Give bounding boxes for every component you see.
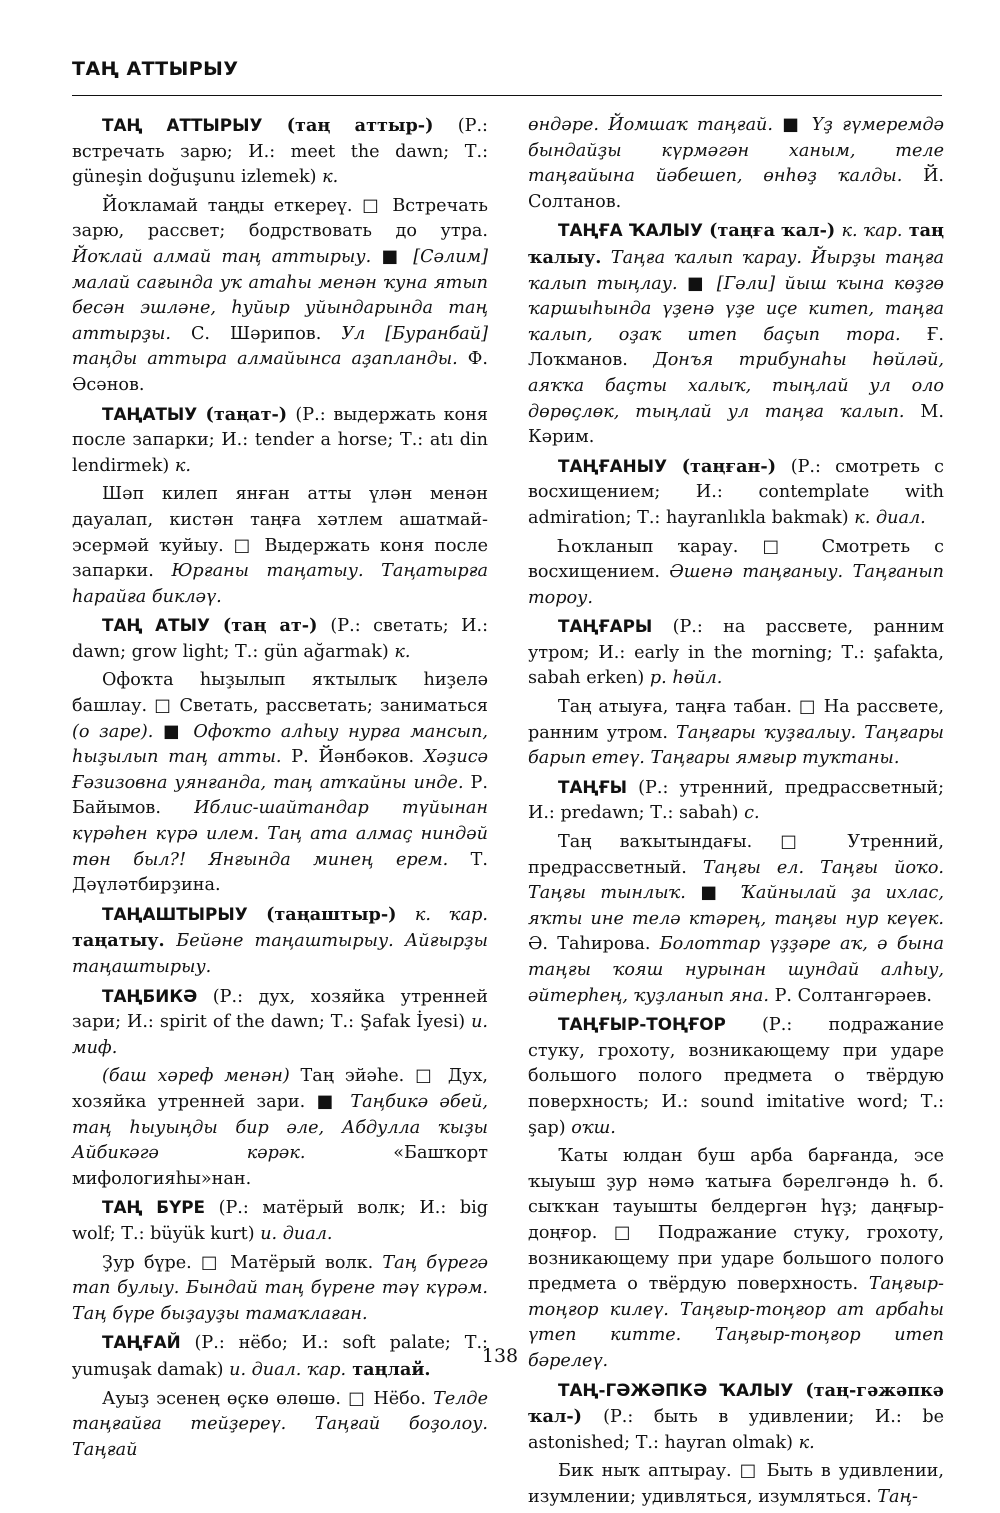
text-segment: таңлай. xyxy=(346,1358,431,1380)
dictionary-paragraph xyxy=(72,902,488,981)
headword: ТАҢ АТЫУ xyxy=(102,615,210,636)
text-segment: Ул [Буранбай] таңды аттыра алмайынса аҙапланды. xyxy=(72,323,488,370)
text-segment: Болоттар үҙҙәре аҡ, ә бына таңғы ҡояш нурынан шундай алһыу, әйтерһең, ҡуҙланып яна. xyxy=(528,934,944,1006)
text-segment: Әшенә таңғаныу. Таңғанып тороу. xyxy=(528,562,944,608)
text-segment: Бик ныҡ аптырау. □ Быть в удивлении, изумлении; удивляться, изумляться. xyxy=(528,1461,944,1507)
text-segment: и. миф. xyxy=(72,1012,488,1058)
text-segment: Йоҡлай алмай таң аттырыу. xyxy=(72,246,372,267)
headword: ТАҢҒАНЫУ xyxy=(558,455,668,476)
dictionary-paragraph xyxy=(528,454,944,532)
dictionary-paragraph xyxy=(528,218,944,450)
text-segment: Үҙ ғүмеремдә бындайҙы күрмәгән ханым, теле таңғайына йәбешеп, өнһөҙ ҡалды. xyxy=(528,115,945,187)
dictionary-paragraph xyxy=(72,984,488,1062)
dictionary-paragraph xyxy=(528,614,944,692)
text-segment: к. xyxy=(798,1432,815,1453)
dictionary-paragraph xyxy=(528,1459,944,1510)
text-segment: (Р.: нёбо; И.: soft palate; Т.: yumuşak damak) xyxy=(72,1333,488,1380)
text-segment: Таң ваҡытындағы. □ Утренний, предрассветный. xyxy=(528,832,944,878)
headword: ТАҢҒАРЫ xyxy=(558,616,653,637)
text-segment: (Р.: быть в удивлении; И.: be astonished; Т.: hayran olmak) xyxy=(528,1407,944,1453)
dictionary-paragraph xyxy=(72,1195,488,1247)
text-segment: «Башҡорт мифологияһы»нан. xyxy=(72,1143,488,1189)
headword: ТАҢАШТЫРЫУ xyxy=(102,903,248,924)
text-segment: Һоҡланып ҡарау. □ Смотреть с восхищением. xyxy=(528,536,944,583)
dictionary-paragraph xyxy=(72,668,488,898)
text-segment: ■ xyxy=(371,246,414,267)
text-segment: Р. Солтангәрәев. xyxy=(769,985,933,1006)
text-segment: (Р.: светать; И.: dawn; grow light; Т.: gün ağarmak) xyxy=(72,616,488,662)
headword: ТАҢҒА ҠАЛЫУ xyxy=(558,220,703,241)
text-segment: Ауыҙ эсенең өҫкө өлөшө. □ Нёбо. xyxy=(102,1388,434,1409)
text-segment: (таң ат-) xyxy=(209,615,331,637)
text-segment: Ҡаты юлдан буш арба барғанда, эсе ҡыуыш ҙур нәмә ҡатыға бәрелгәндә һ. б. сыҡҡан тауышты белдергән һүҙ; даңғыр-доңғор. □ Подражание стуку, грохоту, возникающему при ударе большого полого предмета о твёрдую поверхность. xyxy=(528,1146,944,1295)
text-segment: Таңғыр-тоңғор килеү. Таңғыр-тоңғор ат арбаһы үтеп китте. Таңғыр-тоңғор итеп бәрелеү. xyxy=(528,1274,944,1371)
text-segment: р. һөйл. xyxy=(649,668,723,689)
text-segment: Таңғары ҡуҙғалыу. Таңғары барып етеү. Таңғары ямғыр туҡтаны. xyxy=(528,722,944,769)
text-segment: к. ҡар. xyxy=(414,904,488,925)
text-segment: [Сәлим] малай сағында уҡ атаһы менән ҡуна ятып бесән эшләне, һуйыр уйындарында таң аттырҙы. xyxy=(72,246,488,344)
text-segment: к. диал. xyxy=(854,507,926,528)
text-segment: Таң атыуға, таңға табан. □ На рассвете, ранним утром. xyxy=(528,697,944,743)
text-segment: ■ xyxy=(677,273,717,294)
text-segment: (Р.: подражание стуку, грохоту, возникающему при ударе большого полого предмета о твёрдую поверхность; И.: sound imitative word; Т.: şap) xyxy=(528,1015,944,1138)
text-segment: (Р.: дух, хозяйка утренней зари; И.: spirit of the dawn; Т.: Şafak İyesi) xyxy=(72,986,488,1033)
text-segment: (таңған-) xyxy=(667,455,791,477)
text-segment: Ҙур бүре. □ Матёрый волк. xyxy=(102,1252,383,1273)
text-segment: Бейәне таңаштырыу. Айғырҙы таңаштырыу. xyxy=(72,931,488,977)
dictionary-paragraph xyxy=(528,535,944,612)
text-segment: Р. Йәнбәков. xyxy=(281,747,424,768)
page-number: 138 xyxy=(481,1345,519,1367)
headword: ТАҢҒАЙ xyxy=(102,1332,181,1353)
running-head: ТАҢ АТТЫРЫУ xyxy=(72,58,239,80)
dictionary-paragraph xyxy=(72,1387,488,1464)
text-segment: ■ xyxy=(772,115,812,135)
headword: ТАҢҒЫР-ТОҢҒОР xyxy=(558,1014,726,1035)
text-segment: Таңғы ел. Таңғы йоҡо. Таңғы тынлыҡ. xyxy=(528,857,944,904)
text-segment: Донъя трибунаһы һөйләй, аяҡҡа баҫты халыҡ, тыңлай ул оло дөрөҫлөк, тыңлай ул таңға ҡалып. xyxy=(528,350,945,422)
text-segment: таң ҡалыу. xyxy=(528,220,944,268)
text-segment: Й. Солтанов. xyxy=(528,166,945,212)
headword: ТАҢАТЫУ xyxy=(102,403,198,424)
dictionary-paragraph xyxy=(528,830,944,1009)
text-segment: таңатыу. xyxy=(72,930,177,952)
dictionary-paragraph xyxy=(72,194,488,399)
text-segment: и. диал. ҡар. xyxy=(229,1359,347,1380)
text-segment: Ф. Әсәнов. xyxy=(72,349,488,395)
right-column xyxy=(528,113,944,1513)
dictionary-paragraph xyxy=(528,1378,944,1457)
text-segment: оҡш. xyxy=(571,1117,616,1138)
text-segment: (Р.: на рассвете, ранним утром; И.: early in the morning; Т.: şafakta, sabah erken) xyxy=(528,617,944,689)
text-segment: Юрғаны таңатыу. Таңатырға һарайға бикләү. xyxy=(72,561,488,607)
headword: ТАҢҒЫ xyxy=(558,776,628,797)
text-segment: Хәҙисә Ғәзизовна уянғанда, таң атҡайны инде. xyxy=(72,747,488,793)
text-segment: (Р.: встречать зарю; И.: meet the dawn; Т.: güneşin doğuşunu izlemek) xyxy=(72,116,488,188)
text-segment: Таңбикә әбей, таң һыуыңды бир әле, Абдулла ҡыҙы Айбикәгә кәрәк. xyxy=(72,1091,489,1164)
left-column xyxy=(72,113,488,1466)
dictionary-paragraph xyxy=(72,113,488,191)
text-segment: с. xyxy=(744,803,760,824)
dictionary-paragraph xyxy=(528,775,944,827)
text-segment: Таңға ҡалып ҡарау. Йырҙы таңға ҡалып тыңлау. xyxy=(528,247,944,294)
text-segment: к. xyxy=(394,641,411,662)
text-segment: (таң-гәжәпкә ҡал-) xyxy=(528,1379,944,1428)
text-segment: М. Кәрим. xyxy=(528,401,944,448)
dictionary-paragraph xyxy=(528,1144,944,1374)
text-segment: и. диал. xyxy=(260,1223,333,1244)
text-segment: Телде таңғайға тейҙереү. Таңғай боҙолоу. Таңғай xyxy=(72,1388,488,1460)
text-segment: Ғ. Лоҡманов. xyxy=(528,324,944,371)
text-segment: [Гәли] йыш ҡына көҙгө ҡаршыһында үҙенә үҙе иҫе китеп, таңға ҡалып, оҙаҡ итеп баҫып тора. xyxy=(528,273,945,345)
text-segment: Иблис-шайтандар түйынан күрәһен күрә илем. Таң ата алмаҫ ниндәй төн был?! Янғында минең ерем. xyxy=(72,798,488,870)
text-segment: Таң эйәһе. □ Дух, хозяйка утренней зари. ■ xyxy=(72,1066,488,1112)
text-segment: Ҡайнылай ҙа ихлас, яҡты ине телә ктәрең, таңғы нур кеүек. xyxy=(528,883,944,929)
text-segment: (Р.: матёрый волк; И.: big wolf; Т.: büyük kurt) xyxy=(72,1198,489,1244)
text-segment: (Р.: выдержать коня после запарки; И.: tender a horse; Т.: atı din lendirmek) xyxy=(72,404,488,476)
text-segment: Р. Байымов. xyxy=(72,772,488,819)
text-segment: к. xyxy=(322,167,339,188)
text-segment: Т. Дәүләтбирҙина. xyxy=(72,849,488,896)
text-segment: (баш хәреф менән) xyxy=(102,1066,290,1087)
text-segment: к. xyxy=(174,455,191,476)
text-segment: Йоҡламай таңды еткереү. □ Встречать зарю, рассвет; бодрствовать до утра. xyxy=(72,195,488,242)
text-segment: к. ҡар. xyxy=(841,221,903,242)
dictionary-paragraph xyxy=(72,402,488,480)
text-segment: (таң аттыр-) xyxy=(262,115,458,136)
dictionary-paragraph xyxy=(72,1064,488,1192)
text-segment: (о заре). xyxy=(72,721,154,742)
dictionary-paragraph xyxy=(72,613,488,665)
text-segment: (таңаштыр-) xyxy=(247,903,415,925)
text-segment: Таң- xyxy=(877,1486,918,1507)
text-segment: ■ xyxy=(153,721,194,742)
text-segment: Офоҡта һыҙылып яҡтылыҡ һиҙелә башлау. □ Светать, рассветать; заниматься xyxy=(72,670,488,717)
text-segment: (Р.: смотреть с восхищением; И.: contemplate with admiration; Т.: hayranlıkla bakmak) xyxy=(528,456,944,528)
text-segment: Офоҡто алһыу нурға мансып, һыҙылып таң атты. xyxy=(72,721,488,768)
dictionary-paragraph xyxy=(72,1251,488,1328)
headword: ТАҢБИКӘ xyxy=(102,985,198,1006)
headword: ТАҢ АТТЫРЫУ xyxy=(102,115,263,135)
header-rule xyxy=(72,95,942,96)
text-segment: (таңат-) xyxy=(197,403,296,425)
dictionary-paragraph xyxy=(528,113,944,215)
text-segment: С. Шәрипов. xyxy=(170,323,342,344)
headword: ТАҢ БҮРЕ xyxy=(102,1197,206,1218)
dictionary-paragraph xyxy=(72,482,488,610)
text-segment: (таңға ҡал-) xyxy=(702,220,842,242)
dictionary-paragraph xyxy=(528,1012,944,1141)
text-segment: ■ xyxy=(685,883,741,904)
dictionary-paragraph xyxy=(528,695,944,772)
text-segment: Таң бүрегә тап булыу. Бындай таң бүрене тәү күрәм. Таң бүре быҙауҙы тамаҡлаған. xyxy=(72,1252,488,1324)
headword: ТАҢ-ГӘЖӘПКӘ ҠАЛЫУ xyxy=(558,1379,794,1400)
text-segment: (Р.: утренний, предрассветный; И.: predawn; Т.: sabah) xyxy=(528,777,944,824)
text-segment: Шәп килеп янған атты үлән менән дауалап, кистән таңға хәтлем ашатмай-эсермәй ҡуйыу. □ Выдержать коня после запарки. xyxy=(72,484,488,582)
text-segment: Ә. Таһирова. xyxy=(528,934,660,955)
text-segment: өндәре. Йомшаҡ таңғай. xyxy=(528,115,773,135)
